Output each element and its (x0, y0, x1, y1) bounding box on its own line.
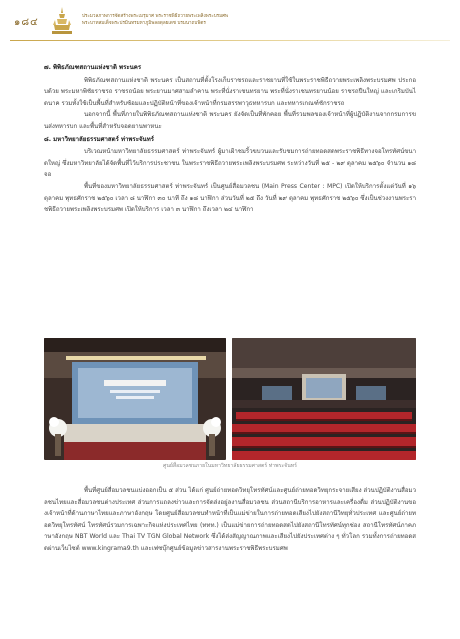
page-number: ๑๘๔ (14, 17, 39, 28)
header-divider (10, 40, 450, 41)
running-header (82, 13, 332, 27)
section-national-museum (44, 62, 416, 133)
section-title: ๗. พิพิธภัณฑสถานแห่งชาติ พระนคร (44, 64, 142, 71)
running-header-line-2: พระบาทสมเด็จพระปรมินทรมหาภูมิพลอดุลยเดช บรมนาถบพิตร (82, 21, 206, 26)
photo-row (44, 338, 416, 460)
post-photo-content (44, 485, 416, 555)
running-header-line-1: ประมวลภาพการจัดสร้างพระเมรุมาศ พระราชพิธีถวายพระเพลิงพระบรมศพ (82, 14, 229, 19)
paragraph: บริเวณหน้ามหาวิทยาลัยธรรมศาสตร์ ท่าพระจันทร์ ผู้มาเฝ้าชมริ้วขบวนและรับชมการถ่ายทอดสดพระราชพิธีทางจอโทรทัศน์ขนาดใหญ่ ซึ่งมหาวิทยาลัยได้จัดพื้นที่ไว้บริการประชาชน ในพระราชพิธีถวายพระเพลิงพระบรมศพ ระหว่างวันที่ ๒๕ - ๒๙ ตุลาคม ๒๕๖๐ จำนวน ๑๘ จอ (44, 148, 416, 179)
page-header (0, 0, 460, 46)
press-center-hall-photo (232, 338, 416, 460)
paragraph: พื้นที่ของมหาวิทยาลัยธรรมศาสตร์ ท่าพระจันทร์ เป็นศูนย์สื่อมวลชน (Main Press Center : MPC) เปิดให้บริการตั้งแต่วันที่ ๑๖ ตุลาคม พุทธศักราช ๒๕๖๐ เวลา ๘ นาฬิกา ๓๐ นาที ถึง ๑๘ นาฬิกา ส่วนวันที่ ๒๕ ถึง วันที่ ๒๙ ตุลาคม พุทธศักราช ๒๕๖๐ ซึ่งเป็นช่วงงานพระราชพิธีถวายพระเพลิงพระบรมศพ เปิดให้บริการ เวลา ๓ นาฬิกา ถึงเวลา ๒๔ นาฬิกา (44, 182, 416, 214)
paragraph: พื้นที่ศูนย์สื่อมวลชนแบ่งออกเป็น ๕ ส่วน ได้แก่ ศูนย์ถ่ายทอดวิทยุโทรทัศน์และศูนย์ถ่ายทอดวิทยุกระจายเสียง ส่วนปฏิบัติงานสื่อมวลชนไทยและสื่อมวลชนต่างประเทศ ส่วนการแถลงข่าวและการจัดส่งอยู่ลงานสื่อมวลชน ส่วนสถานีบริการอาหารและเครื่องดื่ม ส่วนปฏิบัติงานของเจ้าหน้าที่ด้านภาษาไทยและภาษาอังกฤษ โดยศูนย์สื่อมวลชนทำหน้าที่เป็นแม่ข่ายในการถ่ายทอดเสียงไปยังสถานีวิทยุทั่วประเทศ และศูนย์ถ่ายทอดวิทยุโทรทัศน์ โทรทัศน์รวมการเฉพาะกิจแห่งประเทศไทย (ททท.) เป็นแม่ข่ายการถ่ายทอดสดไปยังสถานีโทรทัศน์ทุกช่อง สถานีโทรทัศน์ภาคภาษาอังกฤษ NBT World และ Thai TV TGN Global Network ซึ่งได้ส่งสัญญาณภาพและเสียงไปยังประเทศต่าง ๆ ทั่วโลก รวมทั้งการถ่ายทอดสดผ่านเว็บไซต์ www.kingrama9.th และเฟซบุ๊กศูนย์ข้อมูลข่าวสารงานพระราชพิธีพระบรมศพ (44, 487, 416, 552)
section-title: ๘. มหาวิทยาลัยธรรมศาสตร์ ท่าพระจันทร์ (44, 135, 154, 143)
royal-crematorium-emblem-icon (50, 6, 74, 36)
section-thammasat-university (44, 134, 416, 216)
photo-caption: ศูนย์สื่อมวลชนภายในมหาวิทยาลัยธรรมศาสตร์ ท่าพระจันทร์ (163, 463, 297, 469)
paragraph: พิพิธภัณฑสถานแห่งชาติ พระนคร เป็นสถานที่ตั้งโรงเก็บราชรถและราชยานที่ใช้ในพระราชพิธีถวายพระเพลิงพระบรมศพ ประกอบด้วย พระมหาพิชัยราชรถ ราชรถน้อย พระยานมาศสามลำคาน พระที่นั่งราเชนทรยาน พระที่นั่งราเชนทรยานน้อย ราชรถปืนใหญ่ และเกริมบันไดนาค รวมทั้งใช้เป็นพื้นที่สำหรับซ้อมและปฏิบัติหน้าที่ของเจ้าหน้าที่กรมสรรพาวุธทหารบก และทหารเกณฑ์ชักราชรถ (44, 76, 416, 107)
press-center-stage-photo (44, 338, 226, 460)
main-content (44, 62, 416, 216)
paragraph: นอกจากนี้ พื้นที่ภายในพิพิธภัณฑสถานแห่งชาติ พระนคร ยังจัดเป็นที่พักคอย พื้นที่รวมพลของเจ้าหน้าที่ผู้ปฏิบัติงานจากกรมการขนส่งทหารบก และพื้นที่สำหรับจอดยานพาหนะ (44, 111, 416, 130)
